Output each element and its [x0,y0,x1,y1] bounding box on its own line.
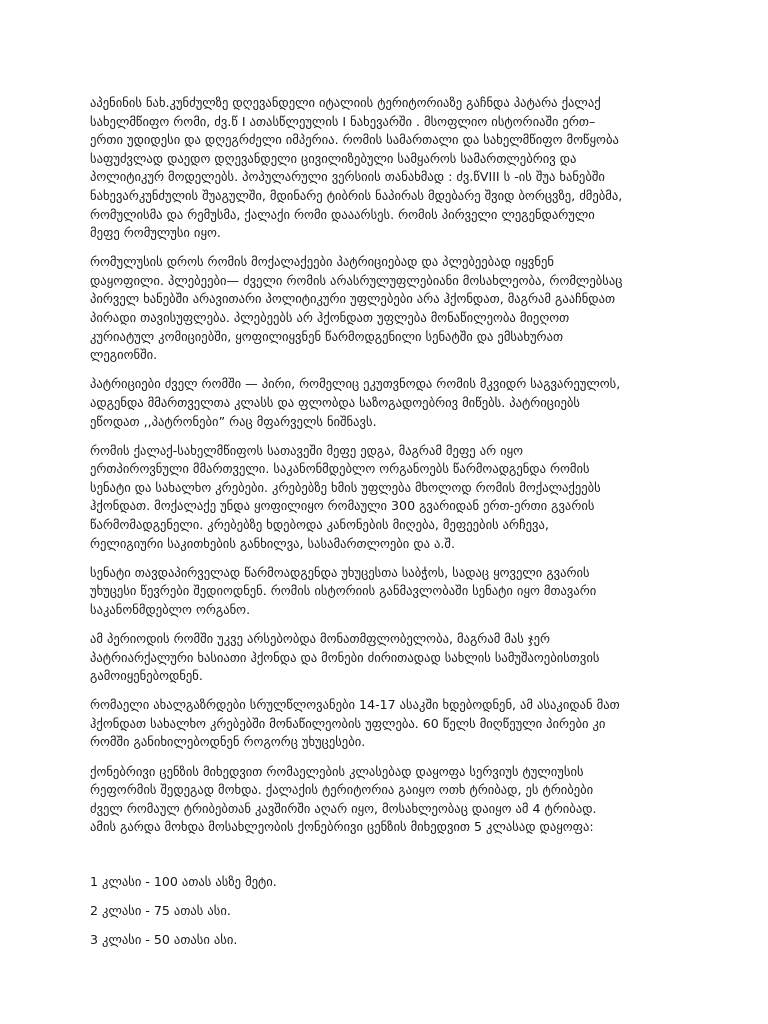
paragraph-king-and-assemblies: რომის ქალაქ-სახელმწიფოს სათავეში მეფე ედგა, მაგრამ მეფე არ იყო ერთპიროვნული მმართველი. საკანონმდებლო ორგანოებს წარმოადგენდა რომის სენატი და სახალხო კრებები. კრებებზე ხმის უფლება მხოლოდ რომის მოქალაქეებს ჰქონდათ. მოქალაქე უნდა ყოფილიყო რომაული 300 გვარიდან ერთ-ერთი გვარის წარმომადგენელი. კრებებზე ხდებოდა კანონების მიღება, მეფეების არჩევა, რელიგიური საკითხების განხილვა, სასამართლოები და ა.შ. [90,442,601,551]
paragraph-youth-age: რომაელი ახალგაზრდები სრულწლოვანები 14-17 ასაკში ხდებოდნენ, ამ ასაკიდან მათ ჰქონდათ სახალხო კრებებში მონაწილეობის უფლება. 60 წელს მიღწეული პირები კი რომში განიხილებოდნენ როგორც უხუცესები. [90,697,620,750]
document-page [90,94,720,960]
class-list [90,873,720,950]
paragraph-plebeians: რომულუსის დროს რომის მოქალაქეები პატრიციებად და პლებეებად იყვნენ დაყოფილი. პლებეები— ძველი რომის არასრულუფლებიანი მოსახლეობა, რომლებსაც პირველ ხანებში არავითარი პოლიტიკური უფლებები არა ჰქონდათ, მაგრამ გააჩნდათ პირადი თავისუფლება. პლებეებს არ ჰქონდათ უფლება მონაწილეობა მიეღოთ კურიატულ კომიციებში, ყოფილიყვნენ წარმოდგენილი სენატში და ემსახურათ ლეგიონში. [90,254,623,363]
paragraph-senate: სენატი თავდაპირველად წარმოადგენდა უხუცესთა საბჭოს, სადაც ყოველი გვარის უხუცესი წევრები შედიოდნენ. რომის ისტორიის განმავლობაში სენატი იყო მთავარი საკანონმდებლო ორგანო. [90,564,597,617]
paragraph-rome-founding: აპენინის ნახ.კუნძულზე დღევანდელი იტალიის ტერიტორიაზე გაჩნდა პატარა ქალაქ სახელმწიფო რომი, ძვ.წ I ათასწლეულის I ნახევარში . მსოფლიო ისტორიაში ერთ– ერთი უდიდესი და დღეგრძელი იმპერია. რომის სამართალი და სახელმწიფო მოწყობა საფუძვლად დაედო დღევანდელი ცივილიზებული სამყაროს სამართლებრივ და პოლიტიკურ მოდელებს. პოპულარული ვერსიის თანახმად : ძვ.წVIII ს -ის შუა ხანებში ნახევარკუნძულის შუაგულში, მდინარე ტიბრის ნაპირას მდებარე შვიდ ბორცვზე, ძმებმა, რომულისმა და რემუსმა, ქალაქი რომი დააარსეს. რომის პირველი ლეგენდარული მეფე რომულუსი იყო. [90,95,623,241]
list-item: 3 კლასი - 50 ათასი ასი. [90,932,238,948]
list-item: 2 კლასი - 75 ათას ასი. [90,902,231,918]
paragraph-slavery: ამ პერიოდის რომში უკვე არსებობდა მონათმფლობელობა, მაგრამ მას ჯერ პატრიარქალური ხასიათი ჰქონდა და მონები ძირითადად სახლის სამუშაოებისთვის გამოიყენებოდნენ. [90,630,600,684]
paragraph-patricians: პატრიციები ძველ რომში — პირი, რომელიც ეკუთვნოდა რომის მკვიდრ საგვარეულოს, ადგენდა მმართველთა კლასს და ფლობდა საზოგადოებრივ მიწებს. პატრიციებს ეწოდათ ,,პატრონები” რაც მფარველს ნიშნავს. [90,376,621,429]
paragraph-servian-reform: ქონებრივი ცენზის მიხედვით რომაელების კლასებად დაყოფა სერვიუს ტულიუსის რეფორმის შედეგად მოხდა. ქალაქის ტერიტორია გაიყო ოთხ ტრიბად, ეს ტრიბები ძველ რომაულ ტრიბებთან კავშირში აღარ იყო, მოსახლეობაც დაიყო ამ 4 ტრიბად. ამის გარდა მოხდა მოსახლეობის ქონებრივი ცენზის მიხედვით 5 კლასად დაყოფა: [90,763,597,835]
list-item: 1 კლასი - 100 ათას ასზე მეტი. [90,873,277,889]
